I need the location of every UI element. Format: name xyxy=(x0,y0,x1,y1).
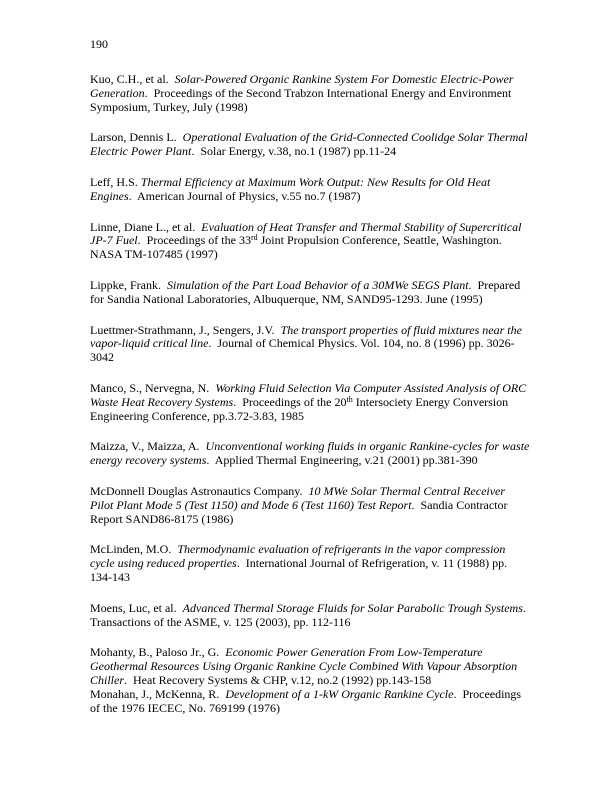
reference-author: Moens, Luc, et al. xyxy=(90,600,177,615)
reference-entry: Maizza, V., Maizza, A. Unconventional working fluids in organic Rankine-cycles for waste energy recovery systems. Applied Thermal Engineering, v.21 (2001) pp.381-390 xyxy=(90,439,530,468)
reference-entry: Luettmer-Strathmann, J., Sengers, J.V. The transport properties of fluid mixtures near the vapor-liquid critical line. Journal of Chemical Physics. Vol. 104, no. 8 (1996) pp. 3026-3042 xyxy=(90,322,522,365)
reference-entry: Leff, H.S. Thermal Efficiency at Maximum Work Output: New Results for Old Heat Engines. American Journal of Physics, v.55 no.7 (1987) xyxy=(90,174,491,203)
reference-entry: Monahan, J., McKenna, R. Development of a 1-kW Organic Rankine Cycle. Proceedings of the 1976 IECEC, No. 769199 (1976) xyxy=(90,686,522,715)
reference-details: Proceedings of the 33rd Joint Propulsion Conference, Seattle, Washington. NASA TM-107485 (1997) xyxy=(90,233,502,262)
reference-entry: Manco, S., Nervegna, N. Working Fluid Selection Via Computer Assisted Analysis of ORC Waste Heat Recovery Systems. Proceedings of the 20th Intersociety Energy Conversion Engineering Conference, pp.3.72-3.83, 1985 xyxy=(90,380,527,423)
reference-author: Leff, H.S. xyxy=(90,174,138,189)
reference-details: Solar Energy, v.38, no.1 (1987) pp.11-24 xyxy=(200,144,397,159)
reference-details: Proceedings of the Second Trabzon International Energy and Environment Symposium, Turkey, July (1998) xyxy=(90,85,512,114)
reference-details: Heat Recovery Systems & CHP, v.12, no.2 (1992) pp.143-158 xyxy=(133,672,432,687)
reference-title: Thermodynamic evaluation of refrigerants in the vapor compression cycle using reduced properties xyxy=(90,542,506,571)
reference-list xyxy=(90,73,530,732)
reference-author: Mohanty, B., Paloso Jr., G. xyxy=(90,645,220,660)
reference-details: Prepared for Sandia National Laboratories, Albuquerque, NM, SAND95-1293. June (1995) xyxy=(90,277,521,306)
reference-title: Operational Evaluation of the Grid-Connected Coolidge Solar Thermal Electric Power Plant xyxy=(90,130,528,159)
reference-details: Sandia Contractor Report SAND86-8175 (1986) xyxy=(90,497,508,526)
reference-title: Economic Power Generation From Low-Temperature Geothermal Resources Using Organic Rankine Cycle Combined With Vapour Absorption Chiller xyxy=(90,645,518,687)
reference-details: Proceedings of the 1976 IECEC, No. 769199 (1976) xyxy=(90,686,522,715)
reference-author: McLinden, M.O. xyxy=(90,542,172,557)
page-number: 190 xyxy=(90,37,108,51)
reference-title: Advanced Thermal Storage Fluids for Solar Parabolic Trough Systems xyxy=(182,600,523,615)
reference-author: Lippke, Frank. xyxy=(90,277,161,292)
reference-details: Journal of Chemical Physics. Vol. 104, no. 8 (1996) pp. 3026-3042 xyxy=(90,336,515,365)
reference-title: Thermal Efficiency at Maximum Work Output: New Results for Old Heat Engines xyxy=(90,174,491,203)
reference-title: Simulation of the Part Load Behavior of a 30MWe SEGS Plant xyxy=(167,277,469,292)
reference-author: Maizza, V., Maizza, A. xyxy=(90,439,200,454)
reference-entry: Moens, Luc, et al. Advanced Thermal Storage Fluids for Solar Parabolic Trough Systems. Transactions of the ASME, v. 125 (2003), pp. 112-116 xyxy=(90,600,529,629)
reference-author: Luettmer-Strathmann, J., Sengers, J.V. xyxy=(90,322,275,337)
reference-entry: Kuo, C.H., et al. Solar-Powered Organic Rankine System For Domestic Electric-Power Generation. Proceedings of the Second Trabzon International Energy and Environment Symposium, Turkey, July (1998) xyxy=(90,72,514,114)
reference-title: The transport properties of fluid mixtures near the vapor-liquid critical line xyxy=(90,322,522,351)
reference-title: Unconventional working fluids in organic Rankine-cycles for waste energy recovery systems xyxy=(90,439,530,468)
reference-entry: Mohanty, B., Paloso Jr., G. Economic Power Generation From Low-Temperature Geothermal Resources Using Organic Rankine Cycle Combined With Vapour Absorption Chiller. Heat Recovery Systems & CHP, v.12, no.2 (1992) pp.143-158 xyxy=(90,645,518,687)
reference-details: American Journal of Physics, v.55 no.7 (1987) xyxy=(137,188,361,203)
reference-author: Monahan, J., McKenna, R. xyxy=(90,686,220,701)
reference-entry: Lippke, Frank. Simulation of the Part Load Behavior of a 30MWe SEGS Plant. Prepared for Sandia National Laboratories, Albuquerque, NM, SAND95-1293. June (1995) xyxy=(90,277,521,306)
reference-title: Evaluation of Heat Transfer and Thermal Stability of Supercritical JP-7 Fuel xyxy=(90,219,522,248)
reference-author: Kuo, C.H., et al. xyxy=(90,72,169,86)
reference-details: Proceedings of the 20th Intersociety Energy Conversion Engineering Conference, pp.3.72-3.83, 1985 xyxy=(90,394,509,423)
reference-author: Larson, Dennis L. xyxy=(90,130,177,145)
reference-title: Development of a 1-kW Organic Rankine Cycle xyxy=(225,686,454,701)
reference-entry: McDonnell Douglas Astronautics Company. 10 MWe Solar Thermal Central Receiver Pilot Plant Mode 5 (Test 1150) and Mode 6 (Test 1160) Test Report. Sandia Contractor Report SAND86-8175 (1986) xyxy=(90,483,508,526)
reference-author: Linne, Diane L., et al. xyxy=(90,219,196,234)
reference-entry: McLinden, M.O. Thermodynamic evaluation of refrigerants in the vapor compression cycle using reduced properties. International Journal of Refrigeration, v. 11 (1988) pp. 134-143 xyxy=(90,542,508,584)
reference-entry: Larson, Dennis L. Operational Evaluation of the Grid-Connected Coolidge Solar Thermal Electric Power Plant. Solar Energy, v.38, no.1 (1987) pp.11-24 xyxy=(90,130,528,159)
reference-title: 10 MWe Solar Thermal Central Receiver Pilot Plant Mode 5 (Test 1150) and Mode 6 (Test 1160) Test Report xyxy=(90,483,506,512)
reference-author: Manco, S., Nervegna, N. xyxy=(90,380,210,395)
reference-details: International Journal of Refrigeration, v. 11 (1988) pp. 134-143 xyxy=(90,556,508,584)
reference-details: Transactions of the ASME, v. 125 (2003), pp. 112-116 xyxy=(90,614,351,629)
reference-entry: Linne, Diane L., et al. Evaluation of Heat Transfer and Thermal Stability of Supercritical JP-7 Fuel. Proceedings of the 33rd Joint Propulsion Conference, Seattle, Washington. NASA TM-107485 (1997) xyxy=(90,219,522,262)
reference-author: McDonnell Douglas Astronautics Company. xyxy=(90,483,303,498)
reference-title: Working Fluid Selection Via Computer Assisted Analysis of ORC Waste Heat Recovery Systems xyxy=(90,380,527,409)
reference-details: Applied Thermal Engineering, v.21 (2001) pp.381-390 xyxy=(214,453,478,468)
reference-title: Solar-Powered Organic Rankine System For Domestic Electric-Power Generation xyxy=(90,72,514,100)
